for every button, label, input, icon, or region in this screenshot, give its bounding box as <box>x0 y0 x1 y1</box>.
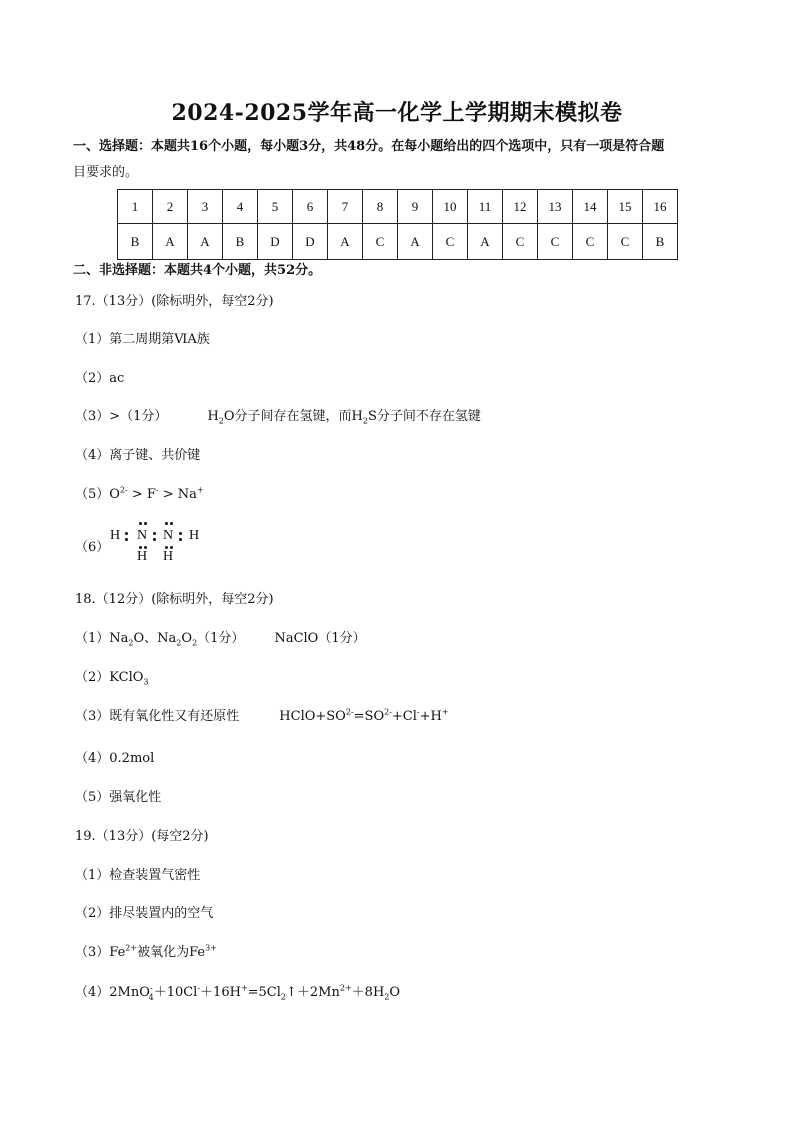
q17-answer-2: （2）ac <box>75 371 125 386</box>
text: （3）Fe <box>75 945 126 960</box>
table-cell: 1 <box>118 190 153 224</box>
table-cell: B <box>223 224 258 260</box>
table-cell: 11 <box>468 190 503 224</box>
table-cell: C <box>433 224 468 260</box>
superscript: 3+ <box>205 943 217 953</box>
table-cell: D <box>258 224 293 260</box>
q17-answer-5 <box>75 483 204 502</box>
q18-answer-1 <box>75 627 366 648</box>
table-cell: C <box>538 224 573 260</box>
lewis-h-bottom-1: H <box>137 549 148 564</box>
text: H <box>207 409 219 424</box>
q17-answer-1: （1）第二周期第ⅥA族 <box>75 332 210 347</box>
text: （1）Na <box>75 631 129 646</box>
text: NaClO（1分） <box>274 631 366 646</box>
table-cell: C <box>608 224 643 260</box>
superscript: - <box>416 707 420 717</box>
section1-line1: 一、选择题：本题共16个小题，每小题3分，共48分。在每小题给出的四个选项中，只有一项是符合题 <box>73 139 665 154</box>
text: O <box>181 631 193 646</box>
text: （2）KClO <box>75 670 144 685</box>
subscript: 2 <box>280 992 287 1002</box>
text: ＋8H <box>351 985 385 1000</box>
lewis-h-left: H <box>110 528 121 543</box>
q19-answer-3 <box>75 941 217 960</box>
superscript: - <box>155 485 159 495</box>
q17-heading: 17.（13分）(除标明外，每空2分) <box>75 294 274 309</box>
text: （5）O <box>75 487 120 502</box>
text: ＋16H <box>200 985 241 1000</box>
lewis-n1: N <box>137 528 148 543</box>
table-cell: 7 <box>328 190 363 224</box>
superscript: 2+ <box>125 943 138 953</box>
q18-answer-5: （5）强氧化性 <box>75 790 162 805</box>
text: =SO <box>353 709 385 724</box>
text: ＋10Cl <box>153 985 198 1000</box>
superscript: 2- <box>345 707 354 717</box>
text: HClO+SO <box>279 709 346 724</box>
text: （1分） <box>197 631 245 646</box>
subscript: 2 <box>218 416 224 426</box>
subscript: 4 <box>148 992 154 1002</box>
subscript: 2 <box>128 638 134 648</box>
text: O分子间存在氢键，而H <box>223 409 363 424</box>
q17-answer-3-prefix: （3）>（1分） <box>75 409 168 424</box>
superscript: - <box>197 983 201 993</box>
text: O <box>389 985 401 1000</box>
superscript: 2- <box>384 707 392 717</box>
table-cell: A <box>188 224 223 260</box>
table-cell: 13 <box>538 190 573 224</box>
table-cell: A <box>468 224 503 260</box>
section2-heading: 二、非选择题：本题共4个小题，共52分。 <box>73 263 322 278</box>
answer-table <box>117 189 678 260</box>
q19-answer-1: （1）检查装置气密性 <box>75 868 201 883</box>
subscript: 3 <box>143 677 149 687</box>
page-title: 2024-2025学年高一化学上学期期末模拟卷 <box>171 100 623 126</box>
table-cell: 12 <box>503 190 538 224</box>
q17-answer-6-prefix: （6） <box>75 540 110 555</box>
table-cell: D <box>293 224 328 260</box>
subscript: 2 <box>176 638 182 648</box>
table-cell: C <box>363 224 398 260</box>
text: +Cl <box>391 709 417 724</box>
answer-table-number-row <box>118 190 678 224</box>
hydrazine-lewis-structure <box>75 520 255 570</box>
superscript: + <box>441 707 449 717</box>
q18-answer-2 <box>75 666 149 687</box>
lewis-n2: N <box>163 528 174 543</box>
section1-line2: 目要求的。 <box>73 165 139 180</box>
text: （3）既有氧化性又有还原性 <box>75 709 240 724</box>
table-cell: 5 <box>258 190 293 224</box>
q17-answer-4: （4）离子键、共价键 <box>75 448 201 463</box>
superscript: 2+ <box>339 983 352 993</box>
subscript: 2 <box>384 992 390 1002</box>
q19-answer-2: （2）排尽装置内的空气 <box>75 906 214 921</box>
text: O、Na <box>133 631 177 646</box>
q17-answer-3 <box>75 405 481 426</box>
superscript: - <box>149 983 153 993</box>
table-cell: 8 <box>363 190 398 224</box>
text: （4）2MnO <box>75 985 150 1000</box>
subscript: 2 <box>192 638 198 648</box>
table-cell: 9 <box>398 190 433 224</box>
q18-answer-3 <box>75 705 449 724</box>
table-cell: 3 <box>188 190 223 224</box>
superscript: 2- <box>119 485 128 495</box>
superscript: + <box>240 983 248 993</box>
table-cell: 10 <box>433 190 468 224</box>
q19-heading: 19.（13分）(每空2分) <box>75 829 209 844</box>
table-cell: 14 <box>573 190 608 224</box>
lewis-h-right: H <box>189 528 200 543</box>
table-cell: C <box>573 224 608 260</box>
text: 被氧化为Fe <box>137 945 206 960</box>
table-cell: 15 <box>608 190 643 224</box>
text: +H <box>419 709 442 724</box>
table-cell: A <box>153 224 188 260</box>
table-cell: A <box>328 224 363 260</box>
answer-table-answer-row <box>118 224 678 260</box>
q18-heading: 18.（12分）(除标明外，每空2分) <box>75 592 274 607</box>
table-cell: 16 <box>643 190 678 224</box>
text: > F <box>127 487 156 502</box>
table-cell: B <box>118 224 153 260</box>
table-cell: 6 <box>293 190 328 224</box>
text: S分子间不存在氢键 <box>367 409 481 424</box>
text: =5Cl <box>247 985 281 1000</box>
q18-answer-4: （4）0.2mol <box>75 751 155 766</box>
q19-answer-4 <box>75 981 400 1002</box>
table-cell: A <box>398 224 433 260</box>
subscript: 2 <box>362 416 368 426</box>
text: > Na <box>158 487 197 502</box>
text: ↑＋2Mn <box>286 985 340 1000</box>
superscript: + <box>196 485 204 495</box>
table-cell: 4 <box>223 190 258 224</box>
lewis-h-bottom-2: H <box>163 549 174 564</box>
table-cell: B <box>643 224 678 260</box>
section1-heading <box>73 134 723 186</box>
table-cell: 2 <box>153 190 188 224</box>
table-cell: C <box>503 224 538 260</box>
